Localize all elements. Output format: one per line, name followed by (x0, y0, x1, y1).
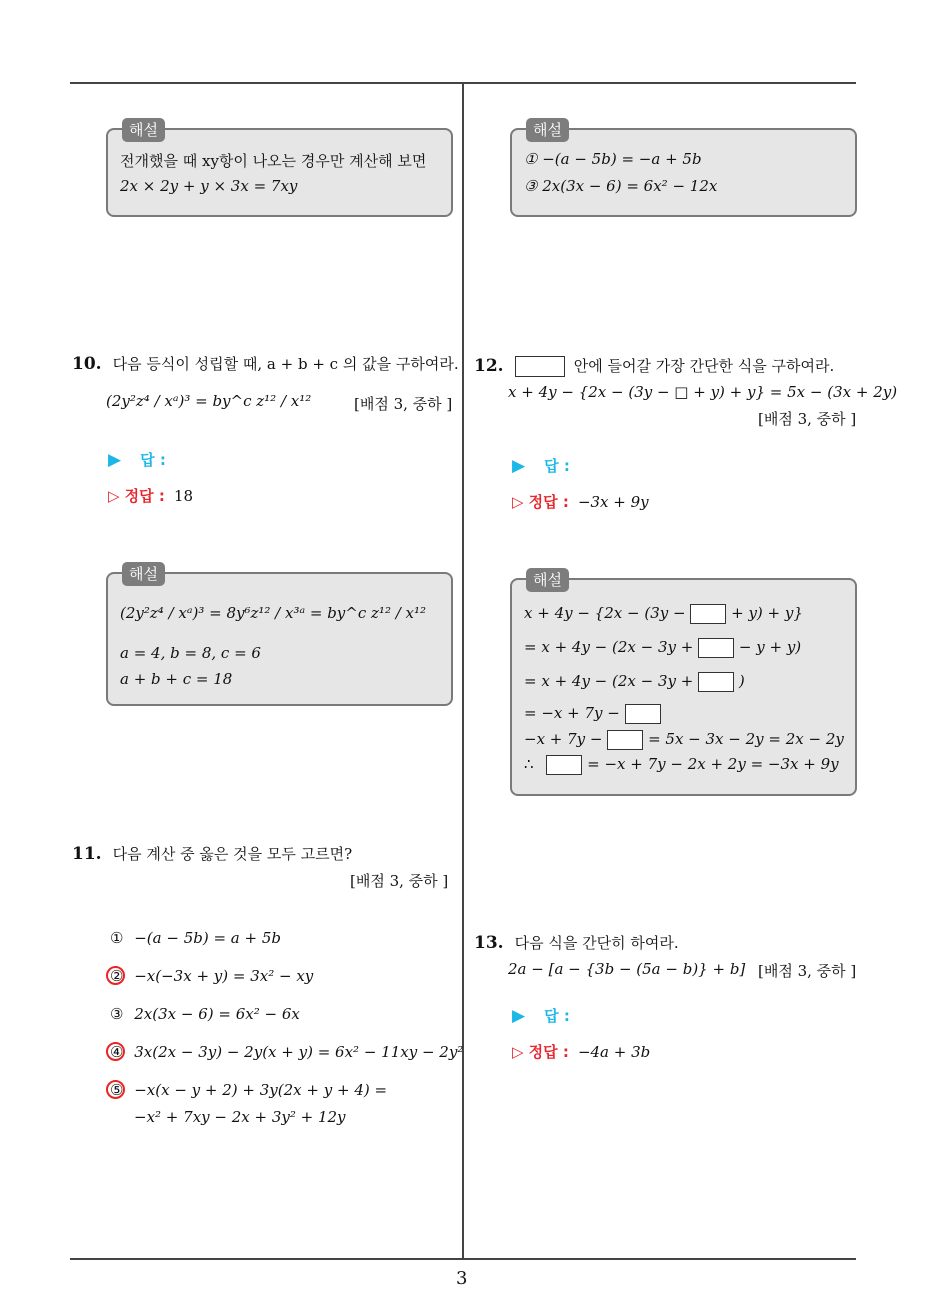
blank-box (690, 604, 726, 624)
outline-arrow-icon: ▷ (108, 487, 120, 505)
question-number: 12. (474, 356, 504, 376)
explanation-line (524, 604, 803, 624)
option-mark: ⑤ (110, 1081, 124, 1099)
score-label: [배점 3, 중하 ] (354, 395, 453, 413)
answer-label: 답 : (140, 451, 166, 469)
correct-label: 정답 : (528, 493, 569, 511)
blank-box (515, 356, 565, 377)
question-text: 다음 등식이 성립할 때, a + b + c 의 값을 구하여라. (112, 355, 459, 373)
question-12 (474, 355, 834, 377)
explanation-part: = −x + 7y − 2x + 2y = −3x + 9y (587, 755, 839, 773)
explanation-line: 전개했을 때 xy항이 나오는 경우만 계산해 보면 (120, 152, 427, 170)
answer-label: 답 : (544, 1007, 570, 1025)
score-label: [배점 3, 중하 ] (758, 962, 857, 980)
score-label: [배점 3, 중하 ] (350, 872, 449, 890)
explanation-line (524, 638, 801, 658)
outline-arrow-icon: ▷ (512, 493, 524, 511)
explanation-tag: 해설 (122, 562, 165, 586)
question-text: 안에 들어갈 가장 간단한 식을 구하여라. (573, 357, 835, 375)
explanation-line (524, 704, 661, 724)
bottom-rule (70, 1258, 856, 1260)
question-13 (474, 932, 679, 953)
option-1[interactable] (110, 929, 281, 947)
blank-box (546, 755, 582, 775)
question-equation: x + 4y − {2x − (3y − □ + y) + y} = 5x − (3x + 2y) (508, 383, 898, 401)
explanation-box-q12 (510, 571, 857, 796)
option-text: 3x(2x − 3y) − 2y(x + y) = 6x² − 11xy − 2y² (134, 1043, 464, 1061)
correct-label: 정답 : (124, 487, 165, 505)
page-number: 3 (456, 1268, 468, 1289)
outline-arrow-icon: ▷ (512, 1043, 524, 1061)
play-arrow-icon: ▶ (512, 456, 526, 476)
option-4[interactable] (110, 1043, 463, 1061)
blank-box (698, 638, 734, 658)
explanation-box-q10 (106, 565, 453, 706)
explanation-line: a = 4, b = 8, c = 6 (120, 644, 261, 662)
correct-value: −3x + 9y (577, 493, 649, 511)
explanation-part: + y) + y} (731, 604, 803, 622)
correct-label: 정답 : (528, 1043, 569, 1061)
question-number: 10. (72, 354, 102, 374)
explanation-part: x + 4y − {2x − (3y − (524, 604, 686, 622)
explanation-line (524, 730, 844, 750)
option-text: −x(−3x + y) = 3x² − xy (134, 967, 314, 985)
option-2[interactable] (110, 967, 313, 985)
question-text: 다음 계산 중 옳은 것을 모두 고르면? (112, 845, 353, 863)
option-mark: ② (110, 967, 124, 985)
explanation-line: (2y²z⁴ / xᵃ)³ = 8y⁶z¹² / x³ᵃ = by^c z¹² / x¹² (120, 604, 427, 622)
question-text: 다음 식을 간단히 하여라. (514, 934, 679, 952)
answer-row (512, 455, 570, 476)
option-mark: ③ (110, 1005, 124, 1023)
option-3[interactable] (110, 1005, 300, 1023)
explanation-part: = x + 4y − (2x − 3y + (524, 672, 694, 690)
explanation-part: = −x + 7y − (524, 704, 620, 722)
option-text: −(a − 5b) = a + 5b (134, 929, 281, 947)
explanation-tag: 해설 (122, 118, 165, 142)
question-10 (72, 353, 459, 374)
correct-value: 18 (173, 487, 194, 505)
explanation-part: ∴ (524, 755, 534, 773)
answer-row (512, 1005, 570, 1026)
explanation-part: = 5x − 3x − 2y = 2x − 2y (648, 730, 844, 748)
question-equation: (2y²z⁴ / xᵃ)³ = by^c z¹² / x¹² (106, 392, 312, 410)
explanation-part: ) (738, 672, 745, 690)
correct-answer-row (108, 485, 193, 506)
blank-box (625, 704, 661, 724)
correct-answer-row (512, 491, 649, 512)
option-mark: ① (110, 929, 124, 947)
explanation-line: a + b + c = 18 (120, 670, 233, 688)
explanation-line (524, 672, 745, 692)
option-text: 2x(3x − 6) = 6x² − 6x (134, 1005, 300, 1023)
explanation-part: − y + y) (738, 638, 802, 656)
option-text: −x(x − y + 2) + 3y(2x + y + 4) = (134, 1081, 388, 1099)
explanation-part: = x + 4y − (2x − 3y + (524, 638, 694, 656)
column-divider (462, 84, 464, 1259)
play-arrow-icon: ▶ (512, 1006, 526, 1026)
question-11 (72, 843, 352, 864)
blank-box (607, 730, 643, 750)
option-5[interactable] (110, 1081, 387, 1099)
explanation-line (524, 755, 839, 775)
correct-value: −4a + 3b (577, 1043, 651, 1061)
blank-box (698, 672, 734, 692)
explanation-line: ③ 2x(3x − 6) = 6x² − 12x (524, 177, 718, 195)
play-arrow-icon: ▶ (108, 450, 122, 470)
option-mark: ④ (110, 1043, 124, 1061)
question-number: 13. (474, 933, 504, 953)
option-5-continued: −x² + 7xy − 2x + 3y² + 12y (134, 1108, 346, 1126)
correct-answer-row (512, 1041, 650, 1062)
explanation-box-q11 (510, 121, 857, 217)
question-number: 11. (72, 844, 102, 864)
answer-label: 답 : (544, 457, 570, 475)
score-label: [배점 3, 중하 ] (758, 410, 857, 428)
explanation-tag: 해설 (526, 568, 569, 592)
answer-row (108, 449, 166, 470)
explanation-box-q9 (106, 121, 453, 217)
explanation-tag: 해설 (526, 118, 569, 142)
explanation-part: −x + 7y − (524, 730, 603, 748)
question-equation: 2a − [a − {3b − (5a − b)} + b] (508, 960, 746, 978)
explanation-line: ① −(a − 5b) = −a + 5b (524, 150, 702, 168)
explanation-line: 2x × 2y + y × 3x = 7xy (120, 177, 298, 195)
